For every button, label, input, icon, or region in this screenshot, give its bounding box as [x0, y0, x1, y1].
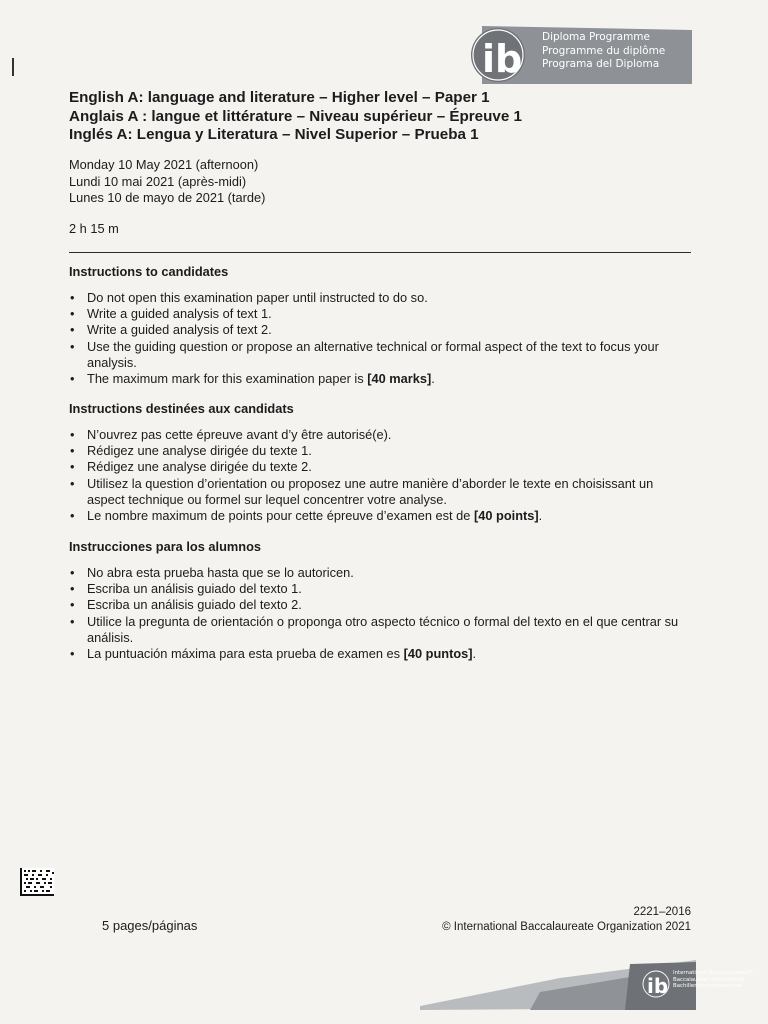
- date-french: Lundi 10 mai 2021 (après-midi): [69, 173, 247, 189]
- exam-dates: [69, 157, 265, 207]
- instruction-item: • Use the guiding question or propose an alternative technical or formal aspect of the text to focus your analysis.: [69, 339, 694, 371]
- instruction-item: • Utilisez la question d’orientation ou proposez une autre manière d’aborder le texte en choisissant un aspect technique ou formel sur lequel concentrer votre analyse.: [69, 476, 694, 508]
- instruction-item: • The maximum mark for this examination paper is [40 marks].: [69, 371, 694, 387]
- section-heading: Instrucciones para los alumnos: [69, 539, 262, 554]
- instruction-item: • Write a guided analysis of text 1.: [69, 306, 694, 322]
- instruction-item: • Rédigez une analyse dirigée du texte 1.: [69, 443, 694, 459]
- logo-line: Programa del Diploma: [542, 58, 660, 70]
- footer-logo-text: International Baccalaureate® Baccalauréat International Bachillerato Internacional: [673, 970, 754, 990]
- instructions-french: [69, 401, 694, 524]
- instructions-spanish: [69, 539, 694, 662]
- exam-code: 2221–2016: [633, 906, 691, 918]
- date-spanish: Lunes 10 de mayo de 2021 (tarde): [69, 190, 266, 205]
- page-count: 5 pages/páginas: [102, 918, 198, 933]
- logo-line: Programme du diplôme: [542, 44, 666, 57]
- logo-line: Diploma Programme: [542, 31, 650, 43]
- instruction-item: • No abra esta prueba hasta que se lo autoricen.: [69, 565, 694, 581]
- instruction-item: • Write a guided analysis of text 2.: [69, 322, 694, 338]
- section-heading: Instructions destinées aux candidats: [69, 401, 294, 416]
- svg-text:ib: ib: [482, 37, 523, 81]
- instruction-item: • Utilice la pregunta de orientación o proponga otro aspecto técnico o formal del texto en el que centrar su análisis.: [69, 614, 694, 646]
- section-heading: Instructions to candidates: [69, 264, 229, 279]
- instruction-item: • La puntuación máxima para esta prueba de examen es [40 puntos].: [69, 646, 694, 662]
- svg-text:ib: ib: [647, 974, 669, 998]
- instruction-item: • N’ouvrez pas cette épreuve avant d’y être autorisé(e).: [69, 427, 694, 443]
- instruction-item: • Do not open this examination paper until instructed to do so.: [69, 290, 694, 306]
- instructions-english: [69, 264, 694, 387]
- datamatrix-code-icon: [20, 868, 54, 896]
- instruction-item: • Escriba un análisis guiado del texto 1.: [69, 581, 694, 597]
- exam-titles: [69, 89, 522, 145]
- ib-diploma-logo-banner: [452, 26, 692, 84]
- instruction-item: • Le nombre maximum de points pour cette épreuve d’examen est de [40 points].: [69, 508, 694, 524]
- ib-footer-logo-banner: [420, 952, 754, 1012]
- date-english: Monday 10 May 2021 (afternoon): [69, 157, 259, 172]
- title-spanish: Inglés A: Lengua y Literatura – Nivel Superior – Prueba 1: [69, 126, 479, 143]
- title-french: Anglais A : langue et littérature – Niveau supérieur – Épreuve 1: [69, 107, 522, 125]
- copyright-notice: © International Baccalaureate Organization 2021: [442, 921, 691, 933]
- exam-duration: 2 h 15 m: [69, 221, 119, 236]
- title-english: English A: language and literature – Higher level – Paper 1: [69, 89, 490, 106]
- instruction-item: • Escriba un análisis guiado del texto 2.: [69, 597, 694, 613]
- divider: [69, 252, 691, 253]
- scan-edge-mark: [12, 58, 14, 76]
- instruction-item: • Rédigez une analyse dirigée du texte 2.: [69, 459, 694, 475]
- ib-footer-logo-icon: [420, 952, 696, 1012]
